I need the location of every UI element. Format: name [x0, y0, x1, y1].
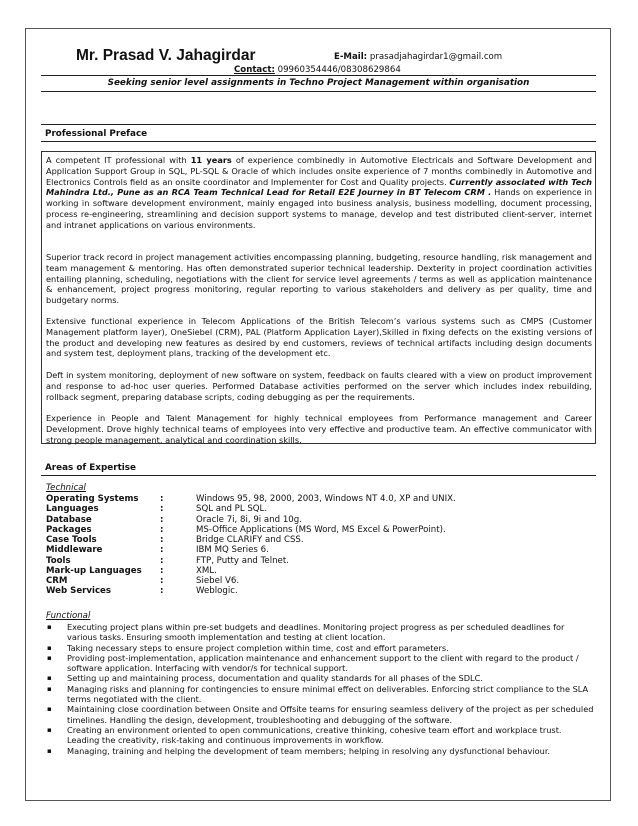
- preface-text: of experience combinedly in Automotive Electricals and Software Development and Application Support Group in SQL, PL-SQL & Oracle of which includes onsite experience of 7 months combinedly in Automotive and Electronics Controls field as an onsite coordinator and Implementer for Cost and Quality projects.: [46, 155, 592, 187]
- skill-value: SQL and PL SQL.: [196, 504, 268, 515]
- skill-colon: :: [160, 504, 164, 515]
- section-divider: [41, 124, 596, 125]
- skill-value: Bridge CLARIFY and CSS.: [196, 535, 304, 545]
- skill-colon: :: [160, 576, 164, 586]
- section-divider: [41, 141, 596, 142]
- bullet-square-icon: ▪: [47, 643, 52, 652]
- bullet-text: Managing, training and helping the development of team members; helping in resolving any dysfunctional behaviour.: [67, 745, 551, 756]
- current-role: Currently associated with Tech Mahindra Ltd., Pune as an RCA Team Technical Lead for Retail E2E Journey in BT Telecom CRM .: [46, 176, 592, 198]
- skill-category: Operating Systems: [46, 494, 139, 504]
- skill-row: [46, 494, 456, 504]
- skill-category: Tools: [46, 555, 71, 566]
- technical-skills-list: [46, 494, 456, 597]
- skill-value: Siebel V6.: [196, 576, 240, 586]
- bullet-square-icon: ▪: [47, 684, 52, 693]
- list-item: [46, 725, 594, 746]
- skill-colon: :: [160, 514, 164, 525]
- skill-row: [46, 556, 456, 566]
- bullet-square-icon: ▪: [47, 705, 52, 714]
- email-address[interactable]: prasadjahagirdar1@gmail.com: [369, 52, 503, 62]
- preface-heading: Professional Preface: [45, 129, 148, 139]
- skill-row: [46, 545, 456, 555]
- bullet-text: Maintaining close coordination between Onsite and Offsite teams for ensuring seamless delivery of the project as per scheduled timelines. Handling the design, development, troubleshooting and debugging of the software.: [67, 704, 594, 725]
- list-item: [46, 622, 594, 643]
- preface-paragraph-2: Superior track record in project management activities encompassing planning, budgeting, resource handling, risk management and team management & mentoring. Has often demonstrated superior technical leadership. Dexterity in project coordination activities entailing planning, scheduling, negotiations with the client for service level agreements / terms as well as application maintenance & enhancement, project progress monitoring, regular reporting to various stakeholders and delivery as per quality, time and budgetary norms.: [46, 252, 592, 305]
- bullet-text: Setting up and maintaining process, documentation and quality standards for all phases of the SDLC.: [67, 673, 483, 684]
- bullet-square-icon: ▪: [47, 653, 52, 662]
- bullet-text: Managing risks and planning for contingencies to ensure minimal effect on deliverables. Enforcing strict compliance to the SLA terms negotiated with the client.: [67, 683, 589, 705]
- preface-paragraph-4: Deft in system monitoring, deployment of new software on system, feedback on faults cleared with a view on product improvement and response to ad-hoc user queries. Performed Database activities performed on the server which includes index rebuilding, rollback segment, preparing database scripts, coding debugging as per the requirements.: [46, 370, 592, 402]
- list-item: [46, 684, 594, 705]
- email-line: [334, 52, 502, 62]
- skill-value: FTP, Putty and Telnet.: [196, 555, 289, 566]
- skill-row: [46, 566, 456, 576]
- skill-row: [46, 515, 456, 525]
- skill-colon: :: [160, 535, 164, 545]
- contact-number: 09960354446/08308629864: [277, 65, 401, 75]
- skill-category: Database: [46, 514, 92, 525]
- skill-value: MS-Office Applications (MS Word, MS Excel & PowerPoint).: [196, 524, 446, 535]
- contact-line: [234, 65, 401, 75]
- skill-value: Weblogic.: [196, 586, 238, 597]
- skill-value: XML.: [196, 565, 217, 576]
- career-objective: Seeking senior level assignments in Techno Project Management within organisation: [107, 78, 530, 88]
- preface-text: Hands on experience in working in software development environment, mainly engaged into business analysis, business modelling, document processing, process re-engineering, streamlining and decision support systems to manage, develop and test distributed client-server, internet and intranet applications on various environments.: [46, 187, 592, 230]
- skill-category: Middleware: [46, 545, 103, 556]
- skill-category: Packages: [46, 524, 92, 535]
- skill-colon: :: [160, 524, 164, 535]
- list-item: [46, 673, 594, 683]
- skill-row: [46, 525, 456, 535]
- bullet-text: Creating an environment oriented to open communications, creative thinking, cohesive team effort and workplace trust. Leading the creativity, risk-taking and continuous improvements in workflow.: [67, 724, 562, 746]
- expertise-heading: Areas of Expertise: [45, 463, 136, 473]
- functional-subheading: Functional: [46, 611, 91, 621]
- skill-category: Web Services: [46, 586, 111, 597]
- experience-years: 11 years: [190, 155, 232, 165]
- preface-text: A competent IT professional with: [46, 155, 191, 165]
- skill-row: [46, 576, 456, 586]
- bullet-text: Providing post-implementation, application maintenance and enhancement support to the client with regard to the product / software application. Interfacing with vendor/s for technical support.: [67, 652, 579, 674]
- email-label: E-Mail:: [334, 52, 368, 62]
- technical-subheading: Technical: [46, 483, 86, 493]
- skill-value: Windows 95, 98, 2000, 2003, Windows NT 4.0, XP and UNIX.: [196, 494, 456, 504]
- preface-paragraph-5: Experience in People and Talent Management for highly technical employees from Performance management and Career Development. Drove highly technical teams of employees into very effective and productive team. An effective communicator with strong people management, analytical and coordination skills.: [46, 413, 592, 445]
- skill-colon: :: [160, 555, 164, 566]
- functional-skills-list: [46, 622, 594, 756]
- skill-row: [46, 504, 456, 514]
- bullet-square-icon: ▪: [47, 674, 52, 683]
- header-divider-bottom: [41, 91, 596, 92]
- skill-colon: :: [160, 565, 164, 576]
- header-divider-top: [41, 75, 596, 76]
- skill-value: Oracle 7i, 8i, 9i and 10g.: [196, 514, 302, 525]
- preface-paragraph-3: Extensive functional experience in Telecom Applications of the British Telecom’s various systems such as CMPS (Customer Management platform layer), OneSiebel (CRM), PAL (Platform Application Layer),Skilled in fixing defects on the existing versions of the product and developing new features as desired by end customers, reviews of technical artifacts including design documents and system test, deployment plans, tracking of the development etc.: [46, 316, 592, 359]
- list-item: [46, 653, 594, 674]
- list-item: [46, 643, 594, 653]
- bullet-text: Executing project plans within pre-set budgets and deadlines. Monitoring project progress as per scheduled deadlines for various tasks. Ensuring smooth implementation and testing at client location.: [67, 622, 565, 643]
- skill-category: Mark-up Languages: [46, 565, 142, 576]
- candidate-name: Mr. Prasad V. Jahagirdar: [76, 47, 256, 64]
- list-item: [46, 704, 594, 725]
- skill-value: IBM MQ Series 6.: [196, 545, 269, 556]
- skill-colon: :: [160, 494, 164, 504]
- bullet-square-icon: ▪: [47, 623, 52, 631]
- contact-label: Contact:: [234, 65, 275, 75]
- bullet-text: Taking necessary steps to ensure project completion within time, cost and effort parameters.: [67, 642, 449, 653]
- list-item: [46, 746, 594, 756]
- section-divider: [41, 475, 596, 476]
- skill-colon: :: [160, 545, 164, 556]
- skill-colon: :: [160, 586, 164, 597]
- bullet-square-icon: ▪: [47, 746, 52, 755]
- skill-row: [46, 535, 456, 545]
- skill-category: Languages: [46, 504, 99, 515]
- skill-category: CRM: [46, 576, 68, 586]
- preface-paragraph-1: [46, 155, 592, 230]
- skill-category: Case Tools: [46, 535, 97, 545]
- bullet-square-icon: ▪: [47, 725, 52, 734]
- skill-row: [46, 586, 456, 596]
